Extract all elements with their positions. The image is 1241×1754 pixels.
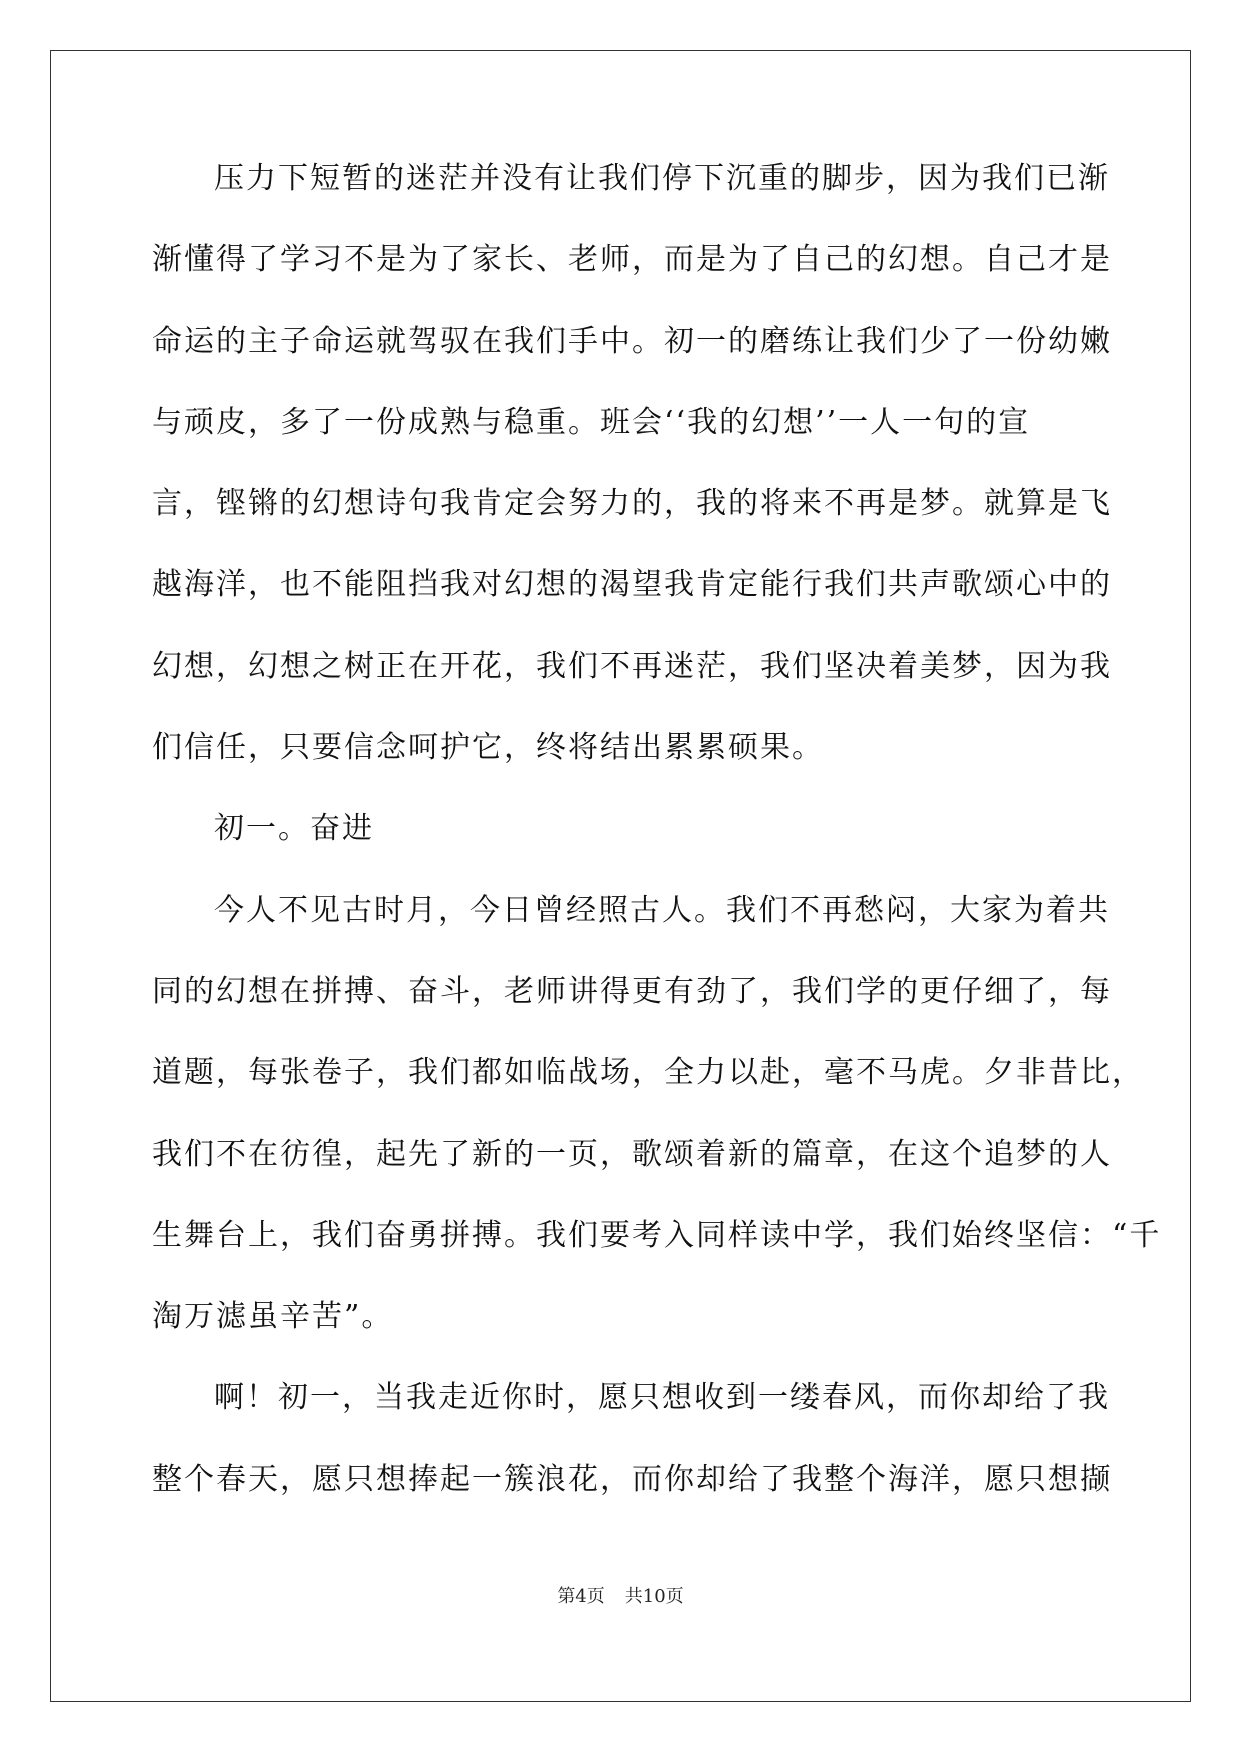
text-line: 同的幻想在拼搏、奋斗，老师讲得更有劲了，我们学的更仔细了，每: [152, 973, 1112, 1009]
text-line: 言，铿锵的幻想诗句我肯定会努力的，我的将来不再是梦。就算是飞: [152, 486, 1112, 522]
text-line: 我们不在彷徨，起先了新的一页，歌颂着新的篇章，在这个追梦的人: [152, 1136, 1112, 1172]
text-line: 整个春天，愿只想捧起一簇浪花，而你却给了我整个海洋，愿只想撷: [152, 1461, 1112, 1497]
text-line: 越海洋，也不能阻挡我对幻想的渴望我肯定能行我们共声歌颂心中的: [152, 567, 1112, 603]
text-line: 与顽皮，多了一份成熟与稳重。班会‘‘我的幻想’’一人一句的宣: [152, 404, 1031, 440]
text-line: 道题，每张卷子，我们都如临战场，全力以赴，毫不马虎。夕非昔比，: [152, 1055, 1144, 1091]
text-line: 淘万滤虽辛苦”。: [152, 1299, 394, 1335]
page-total: 共10页: [624, 1586, 684, 1607]
document-body: [152, 161, 1162, 1546]
text-line: 幻想，幻想之树正在开花，我们不再迷茫，我们坚决着美梦，因为我: [152, 648, 1112, 684]
page-footer: [0, 1586, 1241, 1608]
section-heading: 初一。奋进: [214, 811, 374, 847]
text-line: 压力下短暂的迷茫并没有让我们停下沉重的脚步，因为我们已渐: [214, 161, 1110, 196]
text-line: 命运的主子命运就驾驭在我们手中。初一的磨练让我们少了一份幼嫩: [152, 323, 1112, 359]
text-line: 生舞台上，我们奋勇拼搏。我们要考入同样读中学，我们始终坚信：“千: [152, 1217, 1162, 1253]
text-line: 渐懂得了学习不是为了家长、老师，而是为了自己的幻想。自己才是: [152, 242, 1112, 278]
text-line: 今人不见古时月，今日曾经照古人。我们不再愁闷，大家为着共: [214, 892, 1110, 928]
text-line: 们信任，只要信念呵护它，终将结出累累硕果。: [152, 730, 824, 766]
text-line: 啊！初一，当我走近你时，愿只想收到一缕春风，而你却给了我: [214, 1380, 1110, 1416]
page-number: 第4页: [557, 1586, 605, 1607]
